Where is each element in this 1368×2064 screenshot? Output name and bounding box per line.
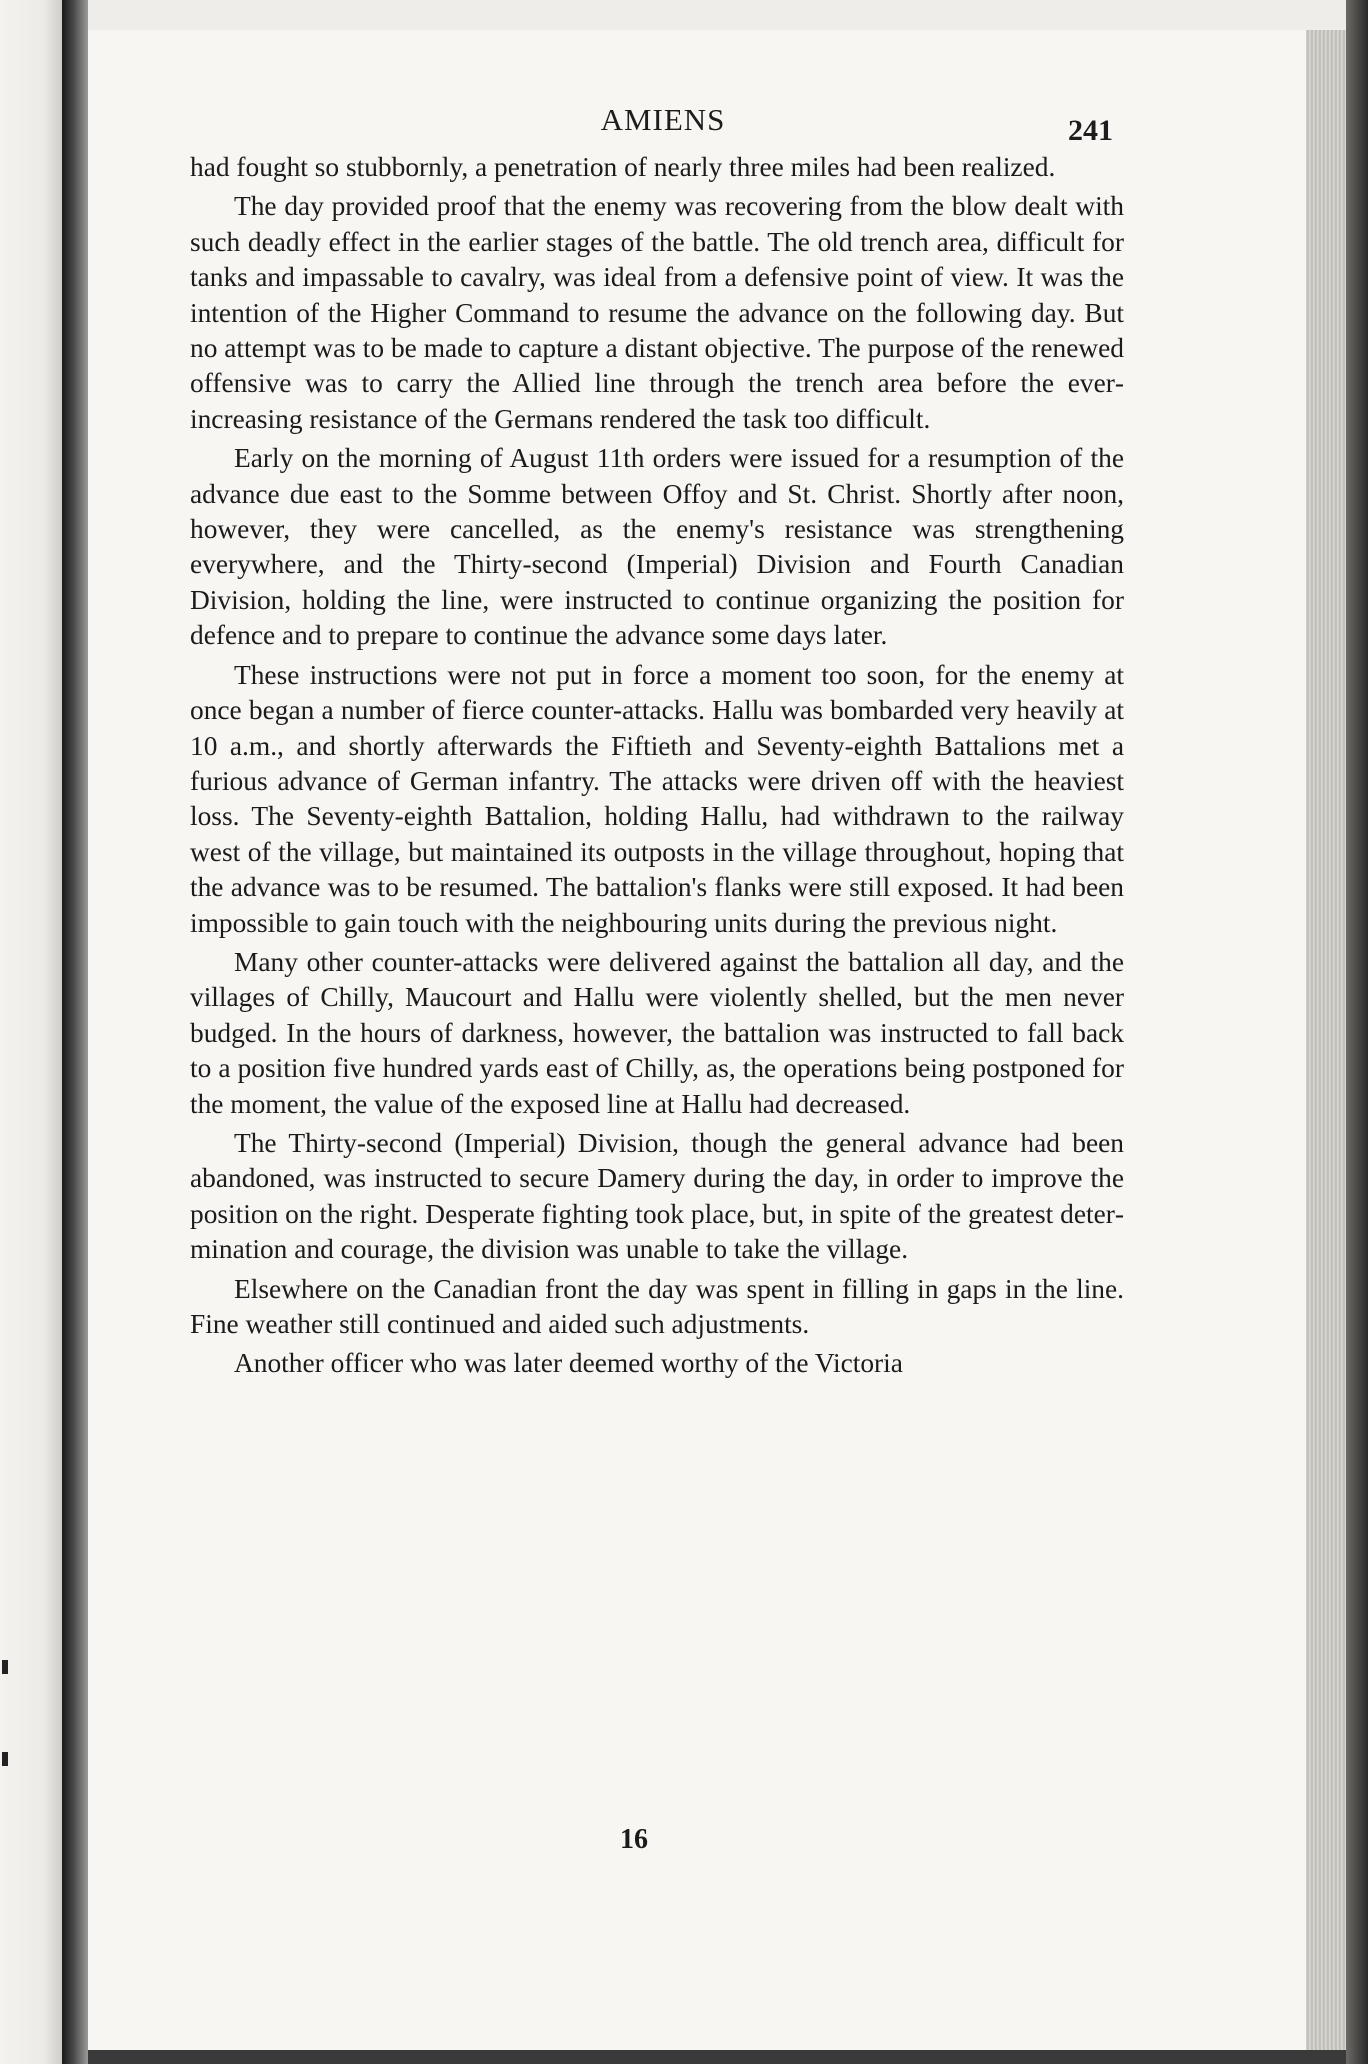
edge-mark	[2, 1660, 8, 1674]
paragraph: had fought so stubbornly, a penetration of nearly three miles had been realized.	[190, 152, 1056, 182]
paragraph: Early on the morning of August 11th orders were issued for a resumption of the advance due east to the Somme between Offoy and St. Christ. Shortly after noon, however, they were cancelled, as the enemy's resistance was strengthening everywhere, and the Thirty-second (Imperial) Division and Fourth Canadian Division, holding the line, were instructed to continue organizing the position for defence and to prepare to continue the advance some days later.	[190, 443, 1124, 651]
edge-mark	[2, 1752, 8, 1766]
paragraph: These instructions were not put in force a moment too soon, for the enemy at once began a number of fierce counter-attacks. Hallu was bombarded very heavily at 10 a.m., and shortly afterwards the Fiftieth and Seventy-eighth Battalions met a furious advance of German infantry. The attacks were driven off with the heaviest loss. The Seventy-eighth Battalion, holding Hallu, had withdrawn to the railway west of the village, but maintained its outposts in the village throughout, hoping that the advance was to be resumed. The battalion's flanks were still exposed. It had been impossible to gain touch with the neighbouring units during the previous night.	[190, 659, 1124, 938]
book-gutter	[62, 0, 88, 2064]
page-header	[88, 96, 1306, 146]
left-page-edge	[0, 0, 62, 2064]
paragraph: The day provided proof that the enemy was recovering from the blow dealt with such deadly effect in the earlier stages of the battle. The old trench area, difficult for tanks and impassable to cavalry, was ideal from a defensive point of view. It was the intention of the Higher Command to resume the advance on the following day. But no attempt was to be made to capture a distant objective. The purpose of the renewed offensive was to carry the Allied line through the trench area before the everincreasing resistance of the Germans rendered the task too difficult.	[190, 191, 1124, 434]
paragraph: Another officer who was later deemed worthy of the Victoria	[234, 1348, 903, 1379]
top-page-strip	[88, 0, 1348, 30]
paragraph: Elsewhere on the Canadian front the day was spent in filling in gaps in the line. Fine weather still continued and aided such adjustments.	[190, 1273, 1124, 1339]
running-title: AMIENS	[600, 102, 726, 137]
paragraph: Many other counter-attacks were delivered against the battalion all day, and the villages of Chilly, Maucourt and Hallu were violently shelled, but the men never budged. In the hours of darkness, however, the battalion was instructed to fall back to a position five hundred yards east of Chilly, as, the operations being postponed for the moment, the value of the exposed line at Hallu had decreased.	[190, 946, 1124, 1119]
page-stack-edge	[1306, 30, 1346, 2050]
page-number: 241	[1068, 114, 1113, 147]
scan-border	[1346, 0, 1368, 2064]
paragraph: The Thirty-second (Imperial) Division, though the general advance had been abandoned, was instructed to secure Damery during the day, in order to improve the position on the right. Desperate fighting took place, but, in spite of the greatest determination and courage, the division was unable to take the village.	[190, 1127, 1124, 1265]
body-text	[190, 150, 1124, 1382]
signature-mark: 16	[620, 1824, 648, 1855]
